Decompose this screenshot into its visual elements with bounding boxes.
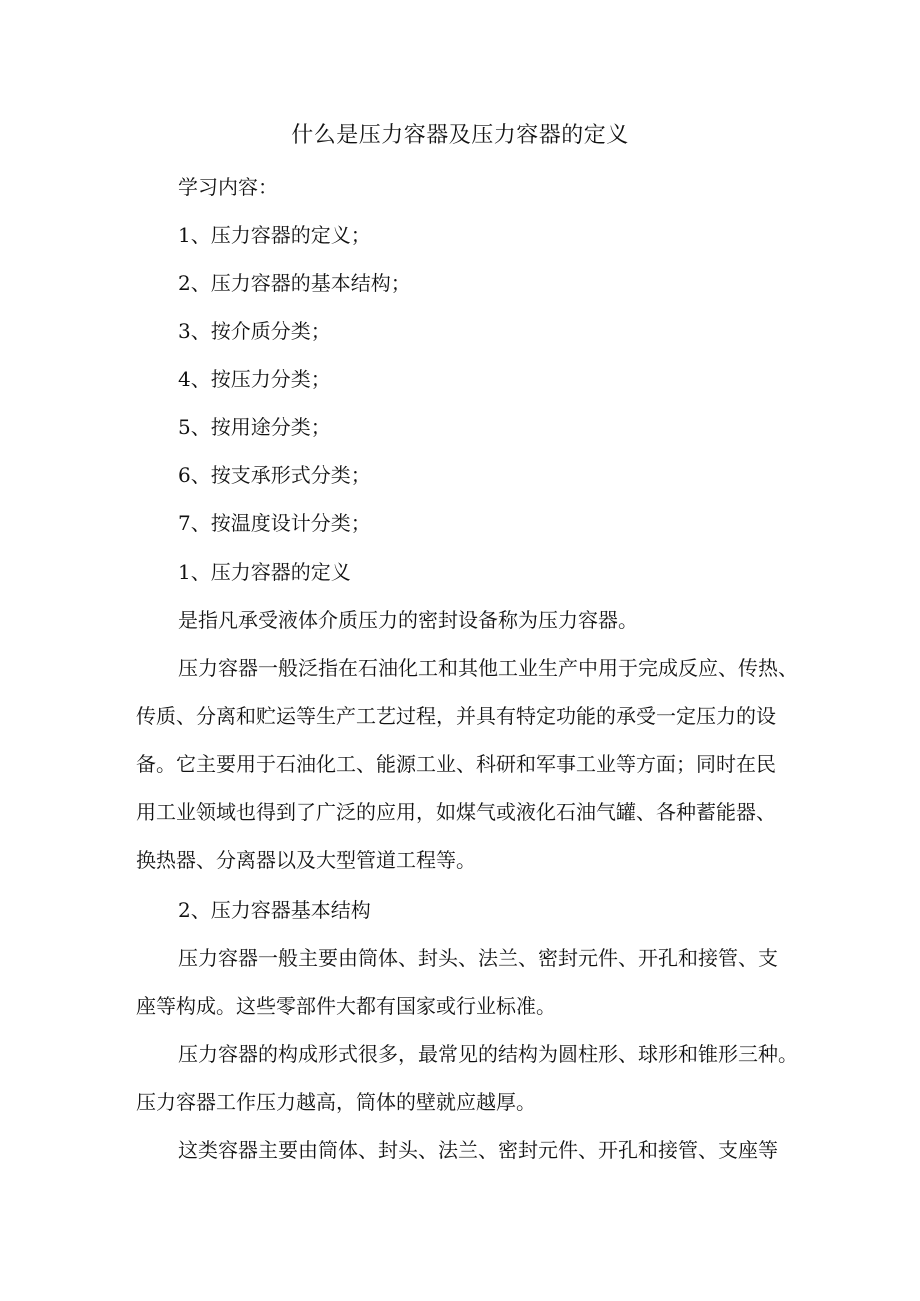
list-item: 3、按介质分类； (178, 319, 331, 343)
list-item: 4、按压力分类； (178, 367, 331, 391)
list-item: 2、压力容器的基本结构； (178, 271, 411, 295)
list-item: 6、按支承形式分类； (178, 463, 371, 487)
paragraph-line: 这类容器主要由筒体、封头、法兰、密封元件、开孔和接管、支座等 (178, 1138, 778, 1162)
study-content-heading: 学习内容： (178, 175, 278, 199)
list-item: 1、压力容器的定义； (178, 223, 371, 247)
paragraph-line: 传质、分离和贮运等生产工艺过程，并具有特定功能的承受一定压力的设 (136, 704, 776, 728)
paragraph-line: 换热器、分离器以及大型管道工程等。 (136, 848, 476, 872)
section-heading-structure: 2、压力容器基本结构 (178, 898, 371, 922)
list-item: 5、按用途分类； (178, 415, 331, 439)
paragraph-line: 座等构成。这些零部件大都有国家或行业标准。 (136, 994, 556, 1018)
paragraph-line: 压力容器一般泛指在石油化工和其他工业生产中用于完成反应、传热、 (178, 656, 798, 680)
paragraph-line: 压力容器工作压力越高，筒体的壁就应越厚。 (136, 1090, 536, 1114)
section-heading-definition: 1、压力容器的定义 (178, 560, 351, 584)
paragraph-line: 压力容器的构成形式很多，最常见的结构为圆柱形、球形和锥形三种。 (178, 1042, 798, 1066)
paragraph-line: 备。它主要用于石油化工、能源工业、科研和军事工业等方面；同时在民 (136, 752, 776, 776)
paragraph-line: 是指凡承受液体介质压力的密封设备称为压力容器。 (178, 608, 638, 632)
list-item: 7、按温度设计分类； (178, 511, 371, 535)
paragraph-line: 压力容器一般主要由筒体、封头、法兰、密封元件、开孔和接管、支 (178, 946, 778, 970)
document-title: 什么是压力容器及压力容器的定义 (291, 123, 629, 148)
paragraph-line: 用工业领域也得到了广泛的应用，如煤气或液化石油气罐、各种蓄能器、 (136, 800, 776, 824)
